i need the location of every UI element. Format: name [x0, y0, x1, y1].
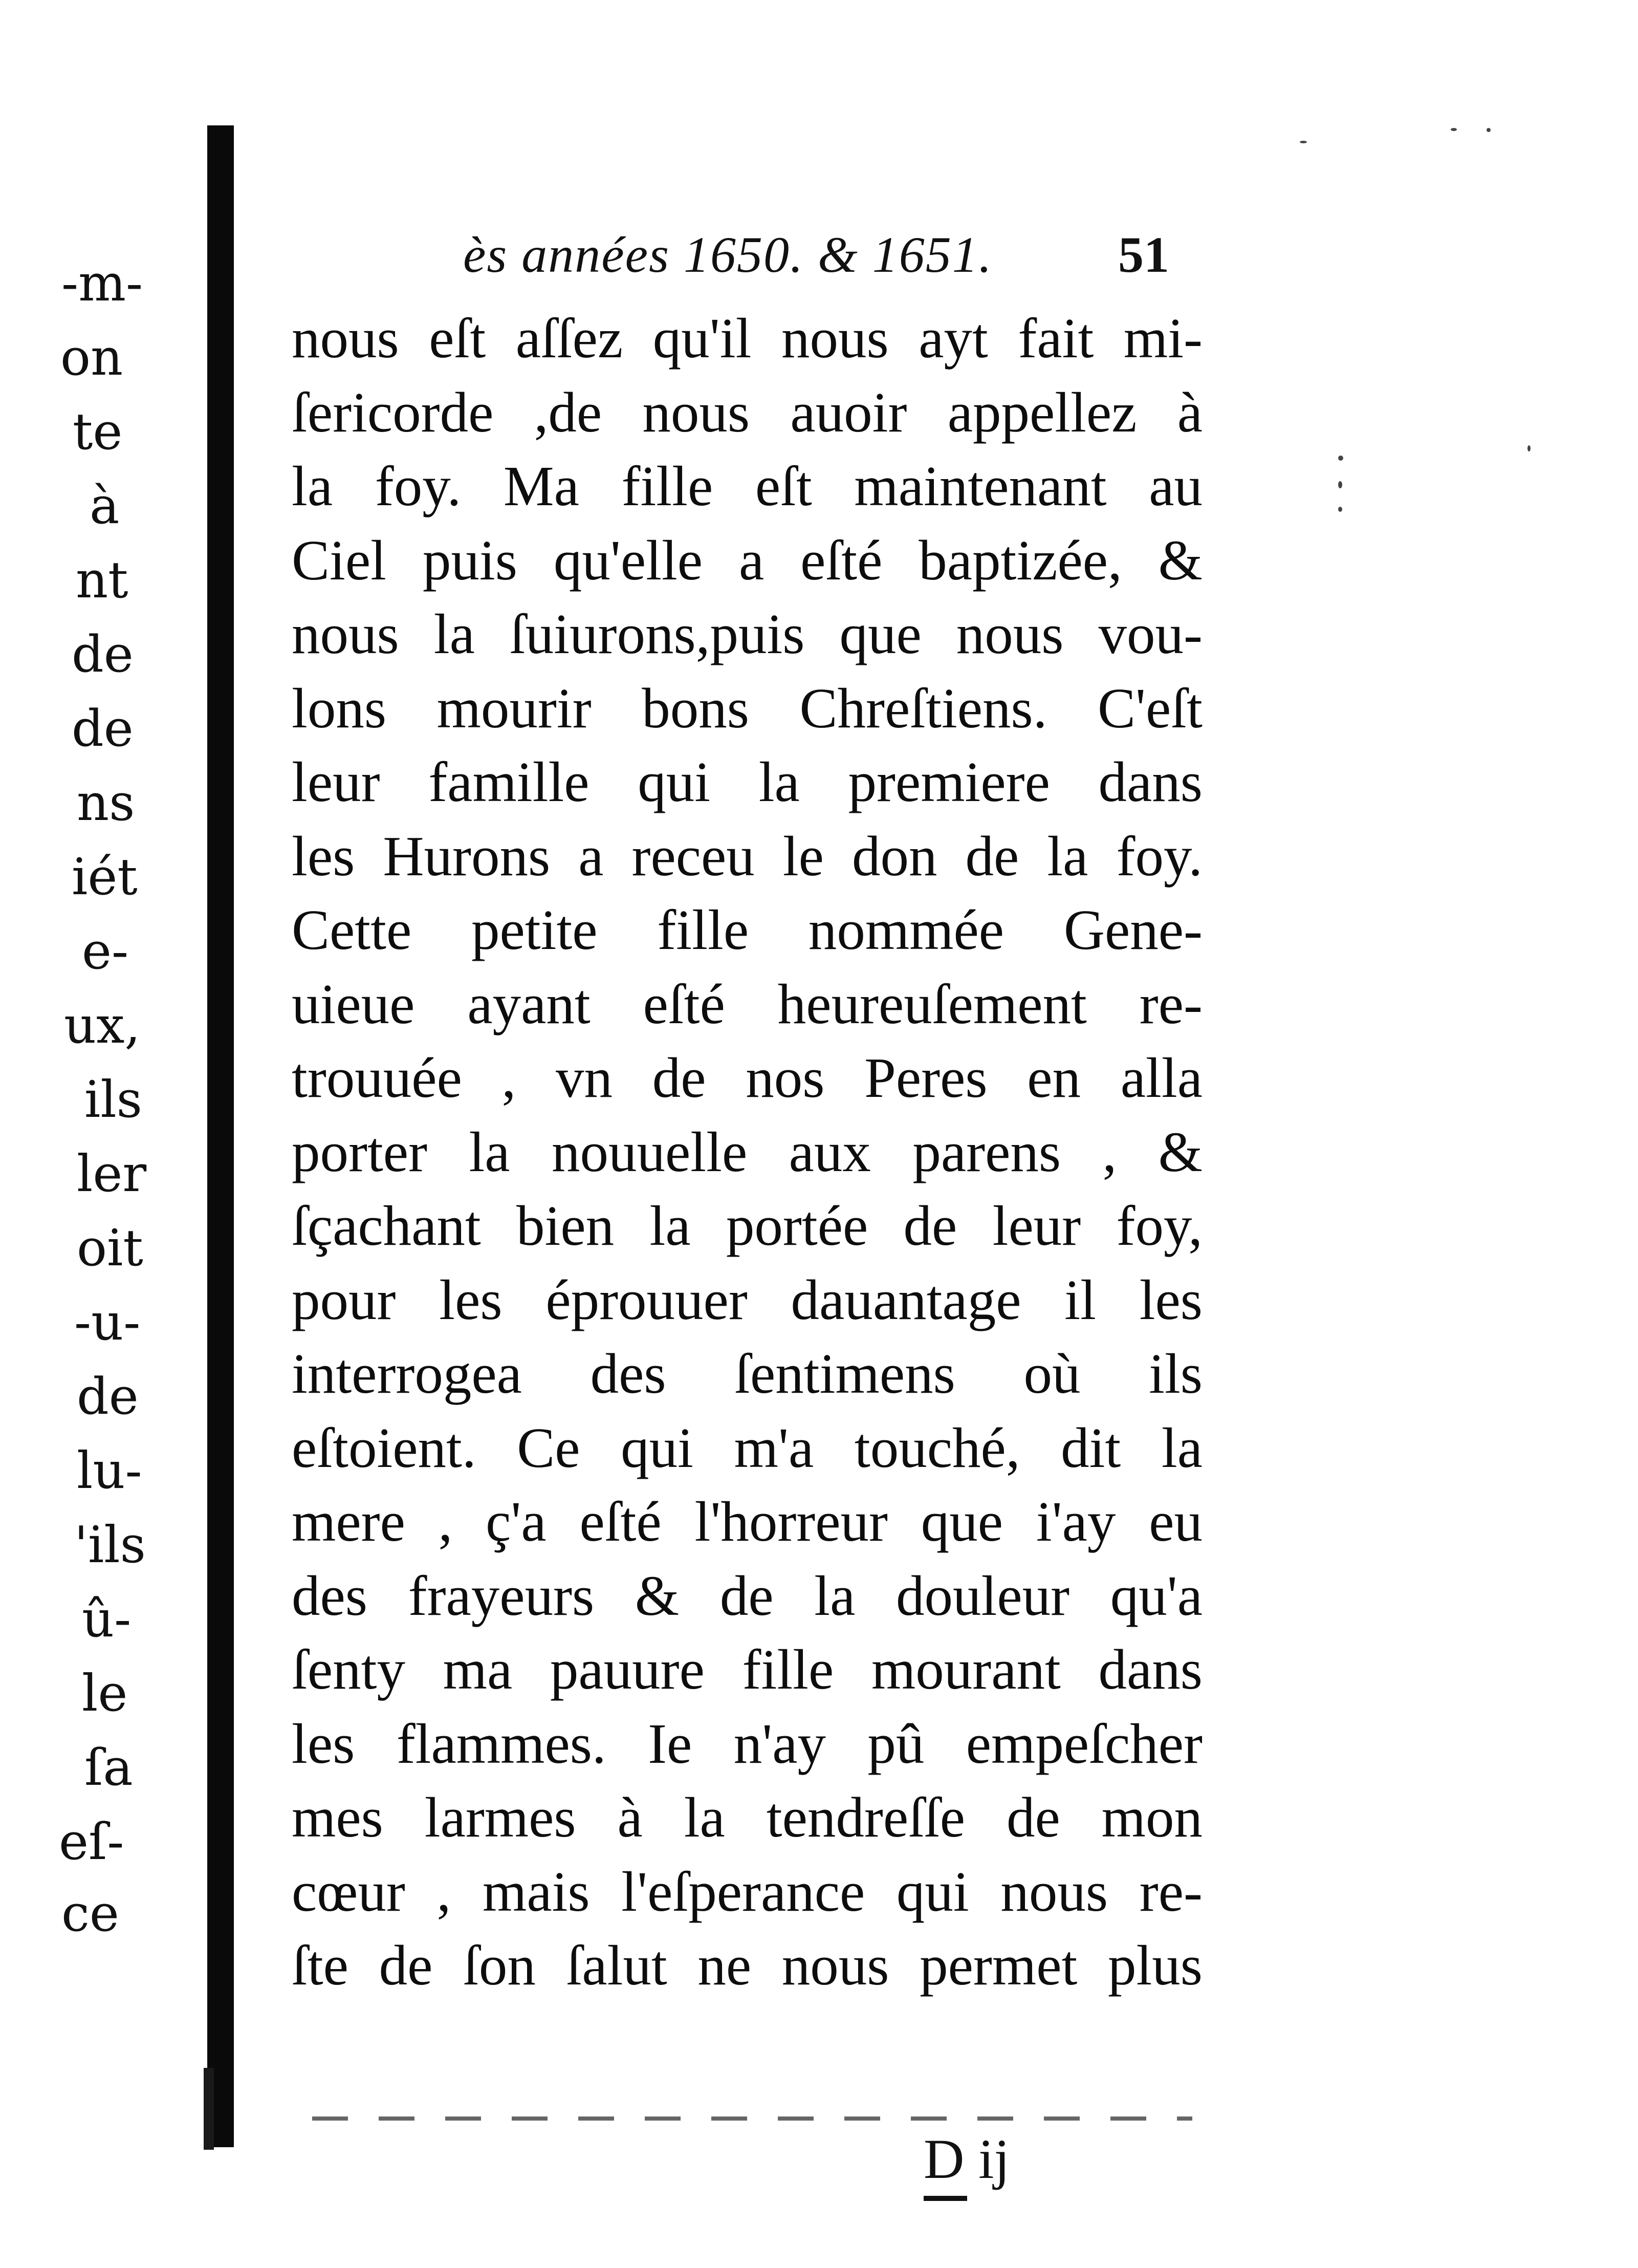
margin-fragment: ns [77, 774, 135, 832]
binding-shadow-tail [204, 2068, 214, 2150]
margin-fragment: de [77, 1368, 139, 1426]
signature-underline [924, 2196, 967, 2201]
margin-fragment: ce [61, 1885, 119, 1943]
page-number: 51 [1118, 226, 1169, 283]
text-line: pour les éprouuer dauantage il les [292, 1268, 1203, 1332]
margin-fragment: ils [84, 1071, 142, 1129]
text-line: ſenty ma pauure fille mourant dans [292, 1638, 1203, 1701]
margin-fragment: -u- [74, 1293, 141, 1352]
signature-mark: D ij [924, 2128, 1010, 2190]
margin-fragment: ler [77, 1145, 147, 1203]
speck [1451, 128, 1457, 131]
text-line: ſte de ſon ſalut ne nous permet plus [292, 1934, 1203, 1997]
text-line: Ciel puis qu'elle a eſté baptizée, & [292, 529, 1203, 592]
text-line: trouuée , vn de nos Peres en alla [292, 1047, 1203, 1110]
body-text [292, 302, 1203, 2003]
margin-fragment: le [82, 1665, 128, 1723]
speck [1300, 141, 1307, 143]
text-line: nous la ſuiurons,puis que nous vou- [292, 603, 1203, 666]
margin-fragment: de [72, 625, 134, 684]
text-line: les flammes. Ie n'ay pû empeſcher [292, 1712, 1203, 1776]
speck [1338, 507, 1342, 512]
binding-shadow-bar [207, 125, 234, 2147]
text-line: leur famille qui la premiere dans [292, 751, 1203, 814]
margin-fragment: de [72, 700, 134, 758]
margin-fragment: eſ- [59, 1813, 124, 1871]
margin-fragment: à [90, 477, 120, 535]
margin-fragment: 'ils [74, 1516, 146, 1574]
speck [1338, 481, 1342, 488]
text-line: interrogea des ſentimens où ils [292, 1343, 1203, 1406]
speck [1338, 456, 1343, 461]
margin-fragment: te [73, 403, 123, 461]
text-line: eſtoient. Ce qui m'a touché, dit la [292, 1416, 1203, 1480]
text-line: lons mourir bons Chreſtiens. C'eſt [292, 677, 1203, 740]
margin-fragment: iét [72, 848, 138, 906]
text-line: la foy. Ma fille eſt maintenant au [292, 455, 1203, 518]
text-line: Cette petite fille nommée Gene- [292, 899, 1203, 962]
margin-fragment: -m- [61, 254, 143, 313]
text-line: mes larmes à la tendreſſe de mon [292, 1786, 1203, 1849]
margin-fragment: nt [76, 551, 128, 610]
margin-fragment: lu- [77, 1442, 142, 1500]
text-line: des frayeurs & de la douleur qu'a [292, 1564, 1203, 1628]
text-line: nous eſt aſſez qu'il nous ayt fait mi- [292, 307, 1203, 370]
margin-fragment: e- [82, 922, 129, 981]
text-line: les Hurons a receu le don de la foy. [292, 825, 1203, 888]
margin-fragment: ſa [84, 1739, 133, 1797]
margin-fragment: û- [82, 1590, 132, 1649]
speck [1487, 128, 1491, 132]
margin-fragment: oit [77, 1219, 143, 1278]
margin-fragment: ux, [64, 997, 141, 1055]
text-line: cœur , mais l'eſperance qui nous re- [292, 1860, 1203, 1924]
show-through-dashes [312, 2116, 1192, 2121]
text-line: mere , ç'a eſté l'horreur que i'ay eu [292, 1491, 1203, 1553]
text-line: ſçachant bien la portée de leur foy, [292, 1195, 1203, 1258]
running-header: ès années 1650. & 1651. [463, 226, 993, 283]
speck [1527, 445, 1531, 451]
text-line: uieue ayant eſté heureuſement re- [292, 973, 1203, 1036]
margin-fragment: on [60, 329, 123, 387]
text-line: ſericorde ,de nous auoir appellez à [292, 381, 1203, 444]
text-line: porter la nouuelle aux parens , & [292, 1120, 1203, 1184]
